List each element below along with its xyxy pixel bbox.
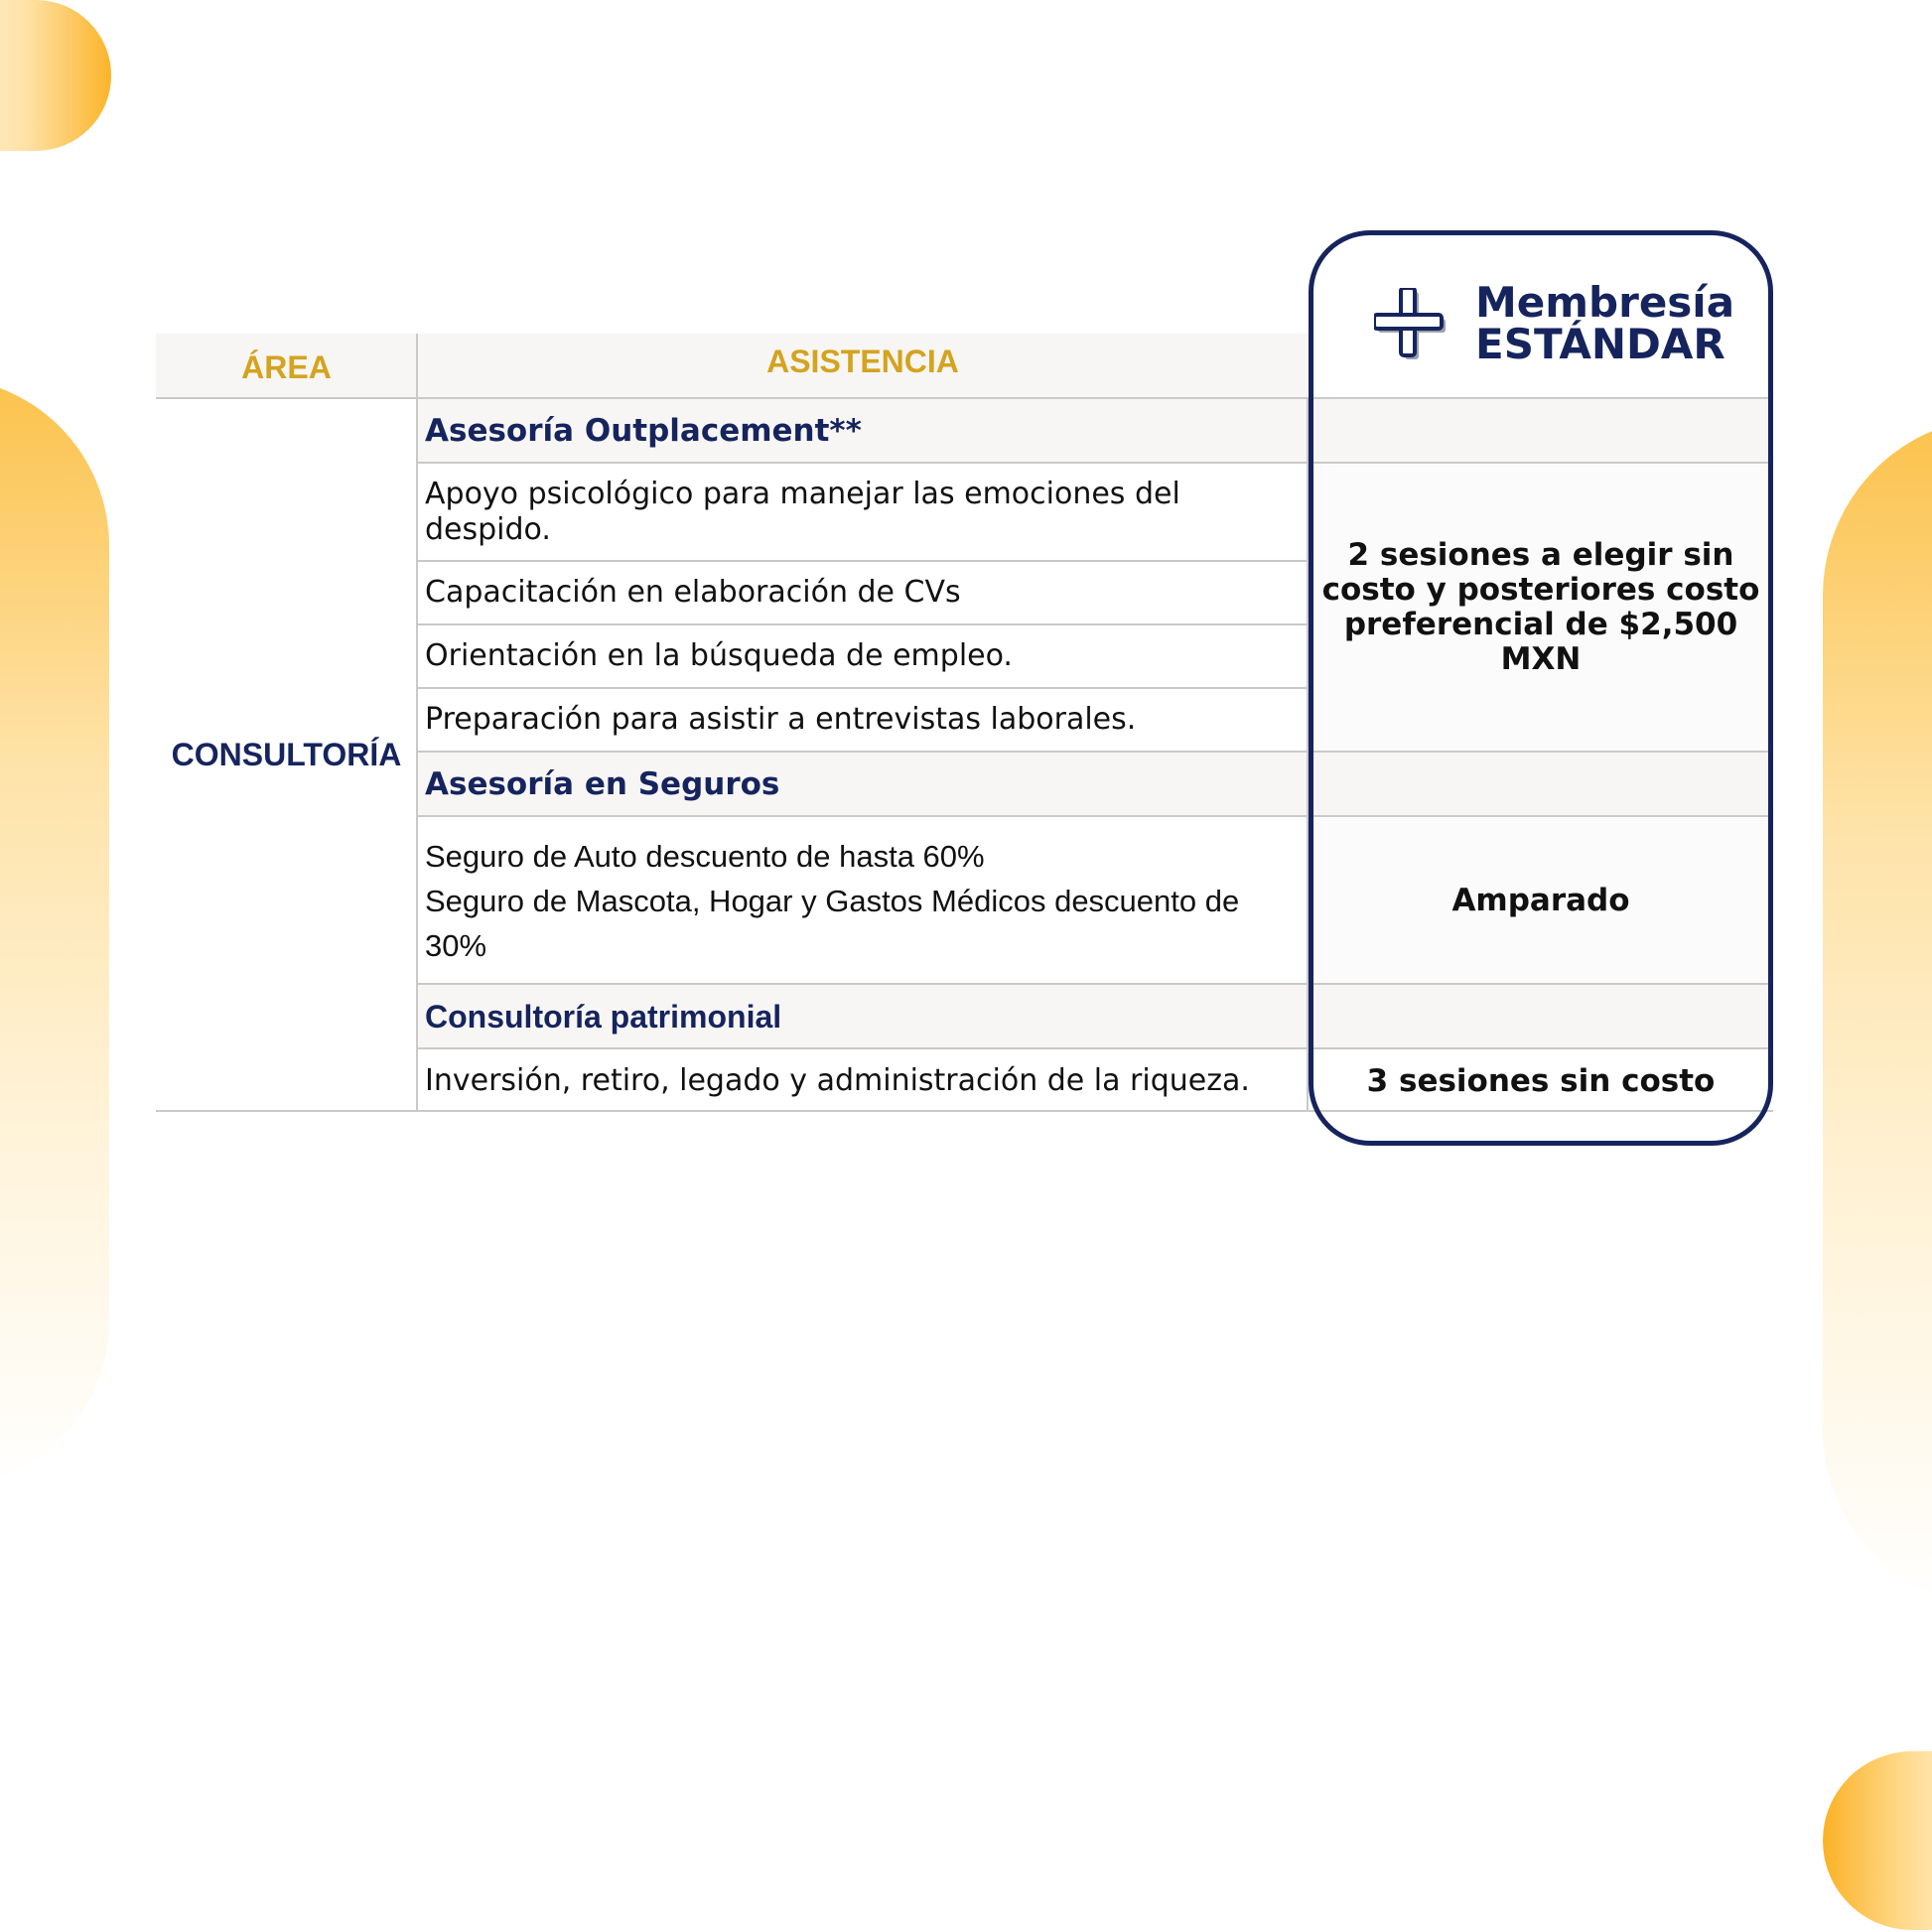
- seguro-line: Seguro de Mascota, Hogar y Gastos Médicos descuento de 30%: [425, 883, 1240, 963]
- area-label: CONSULTORÍA: [171, 736, 402, 772]
- header-area: ÁREA: [241, 348, 332, 385]
- membership-title: [1475, 278, 1735, 368]
- divider: [417, 687, 1309, 689]
- divider: [417, 560, 1309, 562]
- section-title-seguros: Asesoría en Seguros: [417, 753, 1309, 816]
- section-title-patrimonial: Consultoría patrimonial: [417, 985, 1309, 1048]
- decor-circle-top-left: [0, 0, 111, 151]
- membership-value-seguros: Amparado: [1312, 818, 1769, 983]
- seguro-line: Seguro de Auto descuento de hasta 60%: [425, 838, 985, 874]
- membership-value-outplacement: 2 sesiones a elegir sin costo y posteriores costo preferencial de $2,500 MXN: [1312, 465, 1769, 751]
- header-asistencia: ASISTENCIA: [766, 343, 959, 379]
- list-item: Preparación para asistir a entrevistas laborales.: [425, 702, 1137, 737]
- list-item: Orientación en la búsqueda de empleo.: [425, 638, 1013, 673]
- list-item: Inversión, retiro, legado y administración de la riqueza.: [425, 1063, 1250, 1098]
- membership-value-patrimonial: 3 sesiones sin costo: [1312, 1050, 1769, 1112]
- decor-pill-right: [1823, 417, 1932, 1608]
- decor-circle-bottom-right: [1823, 1751, 1932, 1930]
- section-title-outplacement: Asesoría Outplacement**: [417, 399, 1309, 463]
- list-item: Capacitación en elaboración de CVs: [425, 575, 961, 610]
- divider: [417, 623, 1309, 625]
- membership-title-line2: ESTÁNDAR: [1475, 320, 1725, 368]
- plus-icon: [1374, 288, 1449, 363]
- decor-pill-left: [0, 377, 109, 1489]
- list-item: Apoyo psicológico para manejar las emociones del despido.: [425, 477, 1180, 547]
- list-item: [417, 818, 1309, 983]
- divider: [416, 334, 418, 1112]
- membership-title-line1: Membresía: [1475, 278, 1735, 327]
